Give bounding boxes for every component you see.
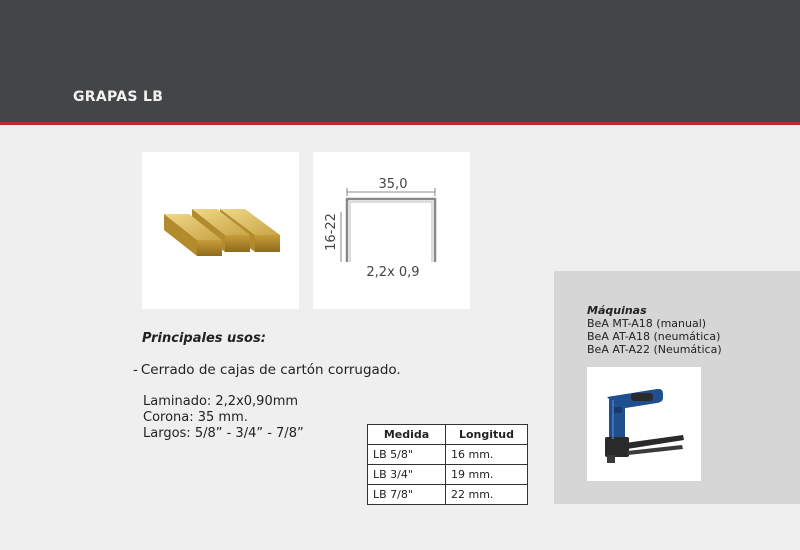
table-cell-longitud: 19 mm. [446, 465, 528, 485]
sizes-table [367, 424, 528, 505]
table-cell-medida: LB 3/4" [368, 465, 446, 485]
table-cell-medida: LB 5/8" [368, 445, 446, 465]
top-dimension-label: 35,0 [378, 177, 408, 192]
table-cell-longitud: 22 mm. [446, 485, 528, 505]
machine-item: BeA AT-A18 (neumática) [587, 330, 721, 343]
machine-item: BeA AT-A22 (Neumática) [587, 343, 722, 356]
table-header-row [368, 425, 528, 445]
table-row [368, 465, 528, 485]
dimension-drawing [313, 152, 470, 309]
staples-illustration [142, 152, 299, 309]
staple-dimension-diagram [313, 152, 470, 309]
machine-item: BeA MT-A18 (manual) [587, 317, 707, 330]
column-header-medida: Medida [368, 425, 446, 445]
staples-product-image [142, 152, 299, 309]
machines-list [587, 317, 722, 356]
machines-title: Máquinas [587, 304, 647, 317]
column-header-longitud: Longitud [446, 425, 528, 445]
table-row [368, 445, 528, 465]
table-cell-medida: LB 7/8" [368, 485, 446, 505]
table-row [368, 485, 528, 505]
spec-largos: Largos: 5/8” - 3/4” - 7/8” [143, 426, 304, 441]
table-cell-longitud: 16 mm. [446, 445, 528, 465]
page-title: GRAPAS LB [73, 89, 164, 105]
usos-heading: Principales usos: [142, 331, 266, 346]
wire-dimension-label: 2,2x 0,9 [366, 265, 420, 280]
specs-block [143, 394, 304, 442]
header-accent-line [0, 122, 800, 125]
usos-list-item [133, 362, 401, 378]
stapler-illustration [587, 367, 701, 481]
usos-item-text: Cerrado de cajas de cartón corrugado. [140, 362, 401, 378]
bullet-dash: - [133, 362, 138, 378]
stapler-machine-image [587, 367, 701, 481]
spec-laminado: Laminado: 2,2x0,90mm [143, 394, 299, 409]
side-dimension-label: 16-22 [324, 213, 339, 251]
spec-corona: Corona: 35 mm. [143, 410, 248, 425]
